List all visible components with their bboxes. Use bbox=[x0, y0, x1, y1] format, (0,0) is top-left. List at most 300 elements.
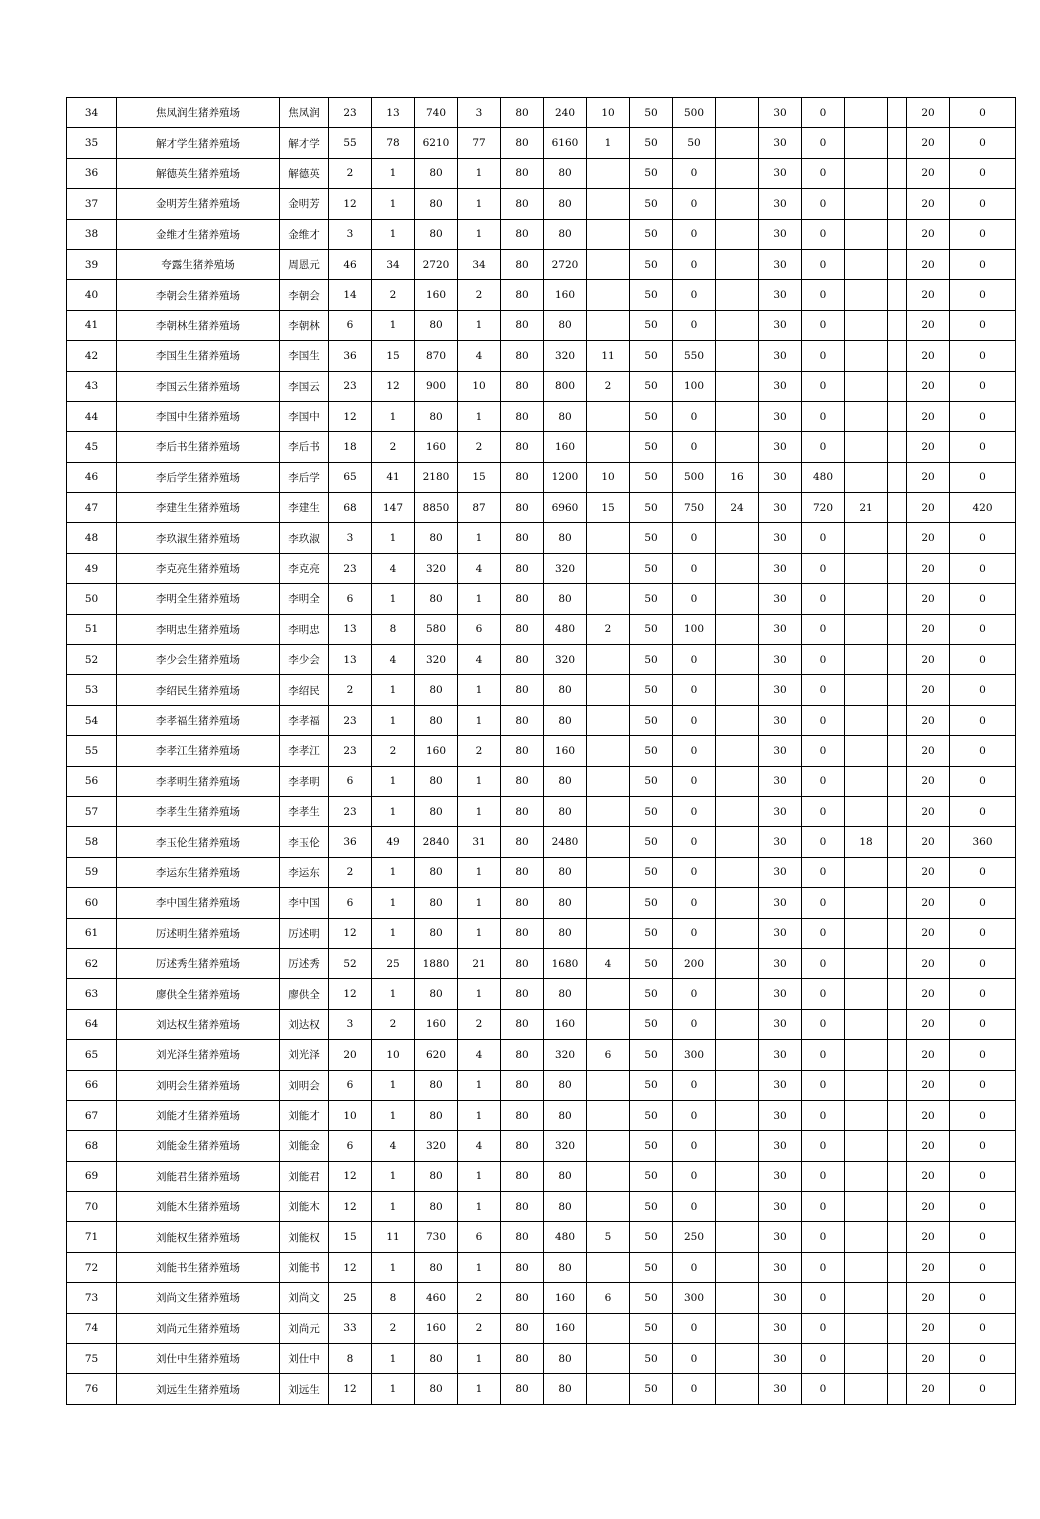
cell-c11: 30 bbox=[759, 979, 802, 1009]
cell-c12: 0 bbox=[802, 249, 845, 279]
cell-c13 bbox=[845, 98, 888, 128]
cell-c15: 20 bbox=[907, 1040, 950, 1070]
cell-c9: 0 bbox=[673, 1009, 716, 1039]
cell-c4: 21 bbox=[458, 948, 501, 978]
cell-owner: 刘远生 bbox=[280, 1374, 329, 1404]
cell-c5: 80 bbox=[501, 736, 544, 766]
cell-c11: 30 bbox=[759, 1192, 802, 1222]
cell-c6: 320 bbox=[544, 645, 587, 675]
cell-index: 35 bbox=[67, 128, 117, 158]
cell-index: 38 bbox=[67, 219, 117, 249]
cell-c3: 160 bbox=[415, 280, 458, 310]
cell-c15: 20 bbox=[907, 857, 950, 887]
cell-c1: 3 bbox=[329, 219, 372, 249]
cell-c5: 80 bbox=[501, 1161, 544, 1191]
cell-owner: 李朝会 bbox=[280, 280, 329, 310]
cell-c11: 30 bbox=[759, 189, 802, 219]
cell-c15: 20 bbox=[907, 493, 950, 523]
cell-c4: 1 bbox=[458, 1192, 501, 1222]
cell-c13 bbox=[845, 310, 888, 340]
cell-c13 bbox=[845, 1070, 888, 1100]
cell-c14 bbox=[888, 948, 907, 978]
cell-c3: 320 bbox=[415, 553, 458, 583]
cell-c4: 4 bbox=[458, 645, 501, 675]
cell-c15: 20 bbox=[907, 675, 950, 705]
cell-c14 bbox=[888, 857, 907, 887]
cell-c8: 50 bbox=[630, 493, 673, 523]
cell-c4: 2 bbox=[458, 432, 501, 462]
cell-c9: 100 bbox=[673, 371, 716, 401]
table-row bbox=[67, 1283, 1016, 1313]
cell-c9: 200 bbox=[673, 948, 716, 978]
cell-c14 bbox=[888, 888, 907, 918]
table-row bbox=[67, 645, 1016, 675]
cell-c7 bbox=[587, 189, 630, 219]
cell-c9: 0 bbox=[673, 1131, 716, 1161]
table-row bbox=[67, 1040, 1016, 1070]
cell-c16: 0 bbox=[950, 523, 1016, 553]
cell-c12: 0 bbox=[802, 341, 845, 371]
cell-c3: 2840 bbox=[415, 827, 458, 857]
cell-c4: 1 bbox=[458, 158, 501, 188]
cell-c9: 0 bbox=[673, 189, 716, 219]
cell-index: 74 bbox=[67, 1313, 117, 1343]
cell-c13: 18 bbox=[845, 827, 888, 857]
cell-c16: 0 bbox=[950, 98, 1016, 128]
cell-c15: 20 bbox=[907, 462, 950, 492]
cell-c9: 0 bbox=[673, 827, 716, 857]
cell-c2: 10 bbox=[372, 1040, 415, 1070]
cell-c2: 41 bbox=[372, 462, 415, 492]
cell-c7 bbox=[587, 645, 630, 675]
cell-farm: 李中国生猪养殖场 bbox=[117, 888, 280, 918]
cell-owner: 刘能书 bbox=[280, 1252, 329, 1282]
cell-c8: 50 bbox=[630, 1131, 673, 1161]
cell-c13 bbox=[845, 1344, 888, 1374]
cell-c7 bbox=[587, 584, 630, 614]
cell-c8: 50 bbox=[630, 158, 673, 188]
cell-c7 bbox=[587, 523, 630, 553]
cell-c8: 50 bbox=[630, 645, 673, 675]
cell-c11: 30 bbox=[759, 645, 802, 675]
cell-c3: 80 bbox=[415, 675, 458, 705]
cell-c11: 30 bbox=[759, 98, 802, 128]
cell-c7 bbox=[587, 979, 630, 1009]
cell-index: 43 bbox=[67, 371, 117, 401]
cell-c10 bbox=[716, 1252, 759, 1282]
cell-c6: 80 bbox=[544, 857, 587, 887]
cell-c12: 0 bbox=[802, 280, 845, 310]
cell-index: 70 bbox=[67, 1192, 117, 1222]
cell-c9: 500 bbox=[673, 462, 716, 492]
cell-c9: 0 bbox=[673, 432, 716, 462]
cell-c7: 5 bbox=[587, 1222, 630, 1252]
cell-c4: 4 bbox=[458, 1131, 501, 1161]
cell-c14 bbox=[888, 796, 907, 826]
cell-c12: 0 bbox=[802, 401, 845, 431]
cell-farm: 刘能权生猪养殖场 bbox=[117, 1222, 280, 1252]
cell-c2: 1 bbox=[372, 523, 415, 553]
cell-c1: 12 bbox=[329, 189, 372, 219]
cell-c2: 1 bbox=[372, 766, 415, 796]
cell-c16: 0 bbox=[950, 675, 1016, 705]
cell-c8: 50 bbox=[630, 401, 673, 431]
cell-c7 bbox=[587, 1344, 630, 1374]
cell-c6: 80 bbox=[544, 219, 587, 249]
cell-c10 bbox=[716, 614, 759, 644]
cell-c3: 620 bbox=[415, 1040, 458, 1070]
cell-c8: 50 bbox=[630, 280, 673, 310]
cell-c1: 23 bbox=[329, 796, 372, 826]
cell-c16: 0 bbox=[950, 979, 1016, 1009]
cell-index: 68 bbox=[67, 1131, 117, 1161]
table-row bbox=[67, 796, 1016, 826]
cell-c11: 30 bbox=[759, 614, 802, 644]
cell-c5: 80 bbox=[501, 158, 544, 188]
cell-owner: 李建生 bbox=[280, 493, 329, 523]
cell-c4: 77 bbox=[458, 128, 501, 158]
cell-c16: 0 bbox=[950, 1070, 1016, 1100]
cell-c2: 1 bbox=[372, 1252, 415, 1282]
cell-c7 bbox=[587, 158, 630, 188]
cell-c1: 12 bbox=[329, 401, 372, 431]
cell-c8: 50 bbox=[630, 1161, 673, 1191]
cell-c11: 30 bbox=[759, 371, 802, 401]
cell-c13 bbox=[845, 857, 888, 887]
cell-index: 36 bbox=[67, 158, 117, 188]
cell-farm: 刘远生生猪养殖场 bbox=[117, 1374, 280, 1404]
cell-c7 bbox=[587, 1070, 630, 1100]
cell-c9: 0 bbox=[673, 158, 716, 188]
cell-c15: 20 bbox=[907, 523, 950, 553]
cell-c13 bbox=[845, 1131, 888, 1161]
cell-c8: 50 bbox=[630, 614, 673, 644]
cell-c8: 50 bbox=[630, 705, 673, 735]
cell-c12: 0 bbox=[802, 1252, 845, 1282]
cell-c5: 80 bbox=[501, 948, 544, 978]
cell-c5: 80 bbox=[501, 827, 544, 857]
cell-c9: 0 bbox=[673, 1252, 716, 1282]
cell-c2: 8 bbox=[372, 614, 415, 644]
cell-owner: 解德英 bbox=[280, 158, 329, 188]
cell-c12: 0 bbox=[802, 1222, 845, 1252]
cell-c3: 80 bbox=[415, 1070, 458, 1100]
cell-c7 bbox=[587, 827, 630, 857]
cell-c8: 50 bbox=[630, 249, 673, 279]
cell-c6: 80 bbox=[544, 1344, 587, 1374]
cell-c15: 20 bbox=[907, 158, 950, 188]
cell-c14 bbox=[888, 1070, 907, 1100]
cell-c4: 4 bbox=[458, 1040, 501, 1070]
cell-c1: 12 bbox=[329, 1374, 372, 1404]
cell-c7: 2 bbox=[587, 614, 630, 644]
cell-c1: 6 bbox=[329, 310, 372, 340]
cell-c4: 1 bbox=[458, 675, 501, 705]
cell-c10 bbox=[716, 796, 759, 826]
cell-index: 40 bbox=[67, 280, 117, 310]
cell-c13 bbox=[845, 280, 888, 310]
cell-farm: 解德英生猪养殖场 bbox=[117, 158, 280, 188]
cell-c2: 4 bbox=[372, 553, 415, 583]
cell-c14 bbox=[888, 249, 907, 279]
table-row bbox=[67, 249, 1016, 279]
cell-c5: 80 bbox=[501, 401, 544, 431]
cell-c13 bbox=[845, 1100, 888, 1130]
cell-c3: 80 bbox=[415, 1344, 458, 1374]
cell-c14 bbox=[888, 1192, 907, 1222]
cell-c12: 720 bbox=[802, 493, 845, 523]
cell-c2: 1 bbox=[372, 705, 415, 735]
table-row bbox=[67, 523, 1016, 553]
cell-c5: 80 bbox=[501, 493, 544, 523]
cell-c4: 1 bbox=[458, 219, 501, 249]
cell-c6: 80 bbox=[544, 584, 587, 614]
cell-c9: 300 bbox=[673, 1040, 716, 1070]
cell-c6: 160 bbox=[544, 1313, 587, 1343]
cell-c3: 160 bbox=[415, 432, 458, 462]
cell-farm: 厉述明生猪养殖场 bbox=[117, 918, 280, 948]
cell-c13 bbox=[845, 219, 888, 249]
cell-c8: 50 bbox=[630, 1374, 673, 1404]
cell-c1: 12 bbox=[329, 1192, 372, 1222]
cell-c16: 0 bbox=[950, 189, 1016, 219]
cell-c16: 0 bbox=[950, 371, 1016, 401]
cell-index: 63 bbox=[67, 979, 117, 1009]
cell-c10 bbox=[716, 736, 759, 766]
cell-c9: 0 bbox=[673, 1374, 716, 1404]
cell-c16: 0 bbox=[950, 432, 1016, 462]
cell-index: 66 bbox=[67, 1070, 117, 1100]
cell-c5: 80 bbox=[501, 888, 544, 918]
cell-c16: 0 bbox=[950, 310, 1016, 340]
cell-c5: 80 bbox=[501, 1252, 544, 1282]
cell-c6: 80 bbox=[544, 1192, 587, 1222]
cell-c13 bbox=[845, 705, 888, 735]
cell-c10 bbox=[716, 1222, 759, 1252]
cell-c13 bbox=[845, 614, 888, 644]
cell-index: 55 bbox=[67, 736, 117, 766]
cell-c14 bbox=[888, 1283, 907, 1313]
cell-c2: 2 bbox=[372, 1313, 415, 1343]
cell-farm: 李绍民生猪养殖场 bbox=[117, 675, 280, 705]
cell-c14 bbox=[888, 128, 907, 158]
cell-c10 bbox=[716, 1131, 759, 1161]
cell-c1: 2 bbox=[329, 675, 372, 705]
cell-farm: 李克亮生猪养殖场 bbox=[117, 553, 280, 583]
cell-c12: 0 bbox=[802, 1161, 845, 1191]
cell-c6: 80 bbox=[544, 310, 587, 340]
cell-c6: 80 bbox=[544, 796, 587, 826]
cell-c14 bbox=[888, 280, 907, 310]
cell-c3: 80 bbox=[415, 918, 458, 948]
cell-c13 bbox=[845, 766, 888, 796]
cell-c10 bbox=[716, 918, 759, 948]
cell-c15: 20 bbox=[907, 249, 950, 279]
cell-c3: 160 bbox=[415, 1313, 458, 1343]
cell-c15: 20 bbox=[907, 432, 950, 462]
cell-c3: 80 bbox=[415, 523, 458, 553]
cell-c11: 30 bbox=[759, 1100, 802, 1130]
cell-owner: 李后书 bbox=[280, 432, 329, 462]
cell-c1: 6 bbox=[329, 888, 372, 918]
cell-c3: 740 bbox=[415, 98, 458, 128]
cell-c5: 80 bbox=[501, 705, 544, 735]
cell-c13 bbox=[845, 918, 888, 948]
cell-c1: 23 bbox=[329, 553, 372, 583]
cell-c7 bbox=[587, 401, 630, 431]
cell-c16: 0 bbox=[950, 249, 1016, 279]
cell-c13 bbox=[845, 584, 888, 614]
cell-c15: 20 bbox=[907, 979, 950, 1009]
cell-c5: 80 bbox=[501, 766, 544, 796]
cell-c8: 50 bbox=[630, 948, 673, 978]
cell-c6: 80 bbox=[544, 158, 587, 188]
cell-c4: 1 bbox=[458, 857, 501, 887]
cell-farm: 李朝林生猪养殖场 bbox=[117, 310, 280, 340]
cell-c8: 50 bbox=[630, 918, 673, 948]
cell-index: 73 bbox=[67, 1283, 117, 1313]
cell-c7 bbox=[587, 705, 630, 735]
cell-index: 53 bbox=[67, 675, 117, 705]
cell-c5: 80 bbox=[501, 371, 544, 401]
cell-c16: 0 bbox=[950, 918, 1016, 948]
cell-c16: 0 bbox=[950, 1283, 1016, 1313]
cell-c3: 580 bbox=[415, 614, 458, 644]
cell-c7 bbox=[587, 857, 630, 887]
cell-c8: 50 bbox=[630, 553, 673, 583]
cell-c7: 11 bbox=[587, 341, 630, 371]
cell-farm: 刘能金生猪养殖场 bbox=[117, 1131, 280, 1161]
cell-c11: 30 bbox=[759, 1222, 802, 1252]
cell-c14 bbox=[888, 1344, 907, 1374]
cell-c12: 0 bbox=[802, 553, 845, 583]
cell-c2: 2 bbox=[372, 736, 415, 766]
cell-c16: 0 bbox=[950, 1100, 1016, 1130]
cell-c15: 20 bbox=[907, 918, 950, 948]
cell-c7 bbox=[587, 310, 630, 340]
cell-index: 65 bbox=[67, 1040, 117, 1070]
cell-c10: 24 bbox=[716, 493, 759, 523]
cell-c3: 80 bbox=[415, 158, 458, 188]
cell-c3: 870 bbox=[415, 341, 458, 371]
cell-c11: 30 bbox=[759, 462, 802, 492]
cell-c9: 0 bbox=[673, 979, 716, 1009]
cell-c11: 30 bbox=[759, 705, 802, 735]
cell-owner: 金明芳 bbox=[280, 189, 329, 219]
cell-c6: 6960 bbox=[544, 493, 587, 523]
cell-c2: 1 bbox=[372, 979, 415, 1009]
cell-farm: 解才学生猪养殖场 bbox=[117, 128, 280, 158]
cell-c11: 30 bbox=[759, 766, 802, 796]
cell-c14 bbox=[888, 1009, 907, 1039]
cell-c3: 900 bbox=[415, 371, 458, 401]
cell-c10 bbox=[716, 584, 759, 614]
cell-c16: 0 bbox=[950, 1313, 1016, 1343]
cell-c13 bbox=[845, 1009, 888, 1039]
cell-owner: 刘能君 bbox=[280, 1161, 329, 1191]
table-row bbox=[67, 401, 1016, 431]
cell-farm: 李运东生猪养殖场 bbox=[117, 857, 280, 887]
cell-c12: 0 bbox=[802, 705, 845, 735]
cell-c10 bbox=[716, 158, 759, 188]
cell-c9: 0 bbox=[673, 1070, 716, 1100]
cell-c10 bbox=[716, 98, 759, 128]
cell-farm: 李明全生猪养殖场 bbox=[117, 584, 280, 614]
cell-c8: 50 bbox=[630, 189, 673, 219]
cell-c6: 80 bbox=[544, 401, 587, 431]
cell-c4: 1 bbox=[458, 189, 501, 219]
cell-c13 bbox=[845, 158, 888, 188]
cell-c12: 0 bbox=[802, 1344, 845, 1374]
cell-c2: 1 bbox=[372, 675, 415, 705]
cell-c12: 0 bbox=[802, 584, 845, 614]
cell-c15: 20 bbox=[907, 645, 950, 675]
cell-c13 bbox=[845, 249, 888, 279]
cell-c16: 0 bbox=[950, 857, 1016, 887]
cell-c12: 0 bbox=[802, 219, 845, 249]
table-row bbox=[67, 310, 1016, 340]
cell-c16: 0 bbox=[950, 1131, 1016, 1161]
cell-c12: 480 bbox=[802, 462, 845, 492]
cell-owner: 刘尚元 bbox=[280, 1313, 329, 1343]
cell-c4: 87 bbox=[458, 493, 501, 523]
cell-c6: 160 bbox=[544, 280, 587, 310]
cell-c6: 800 bbox=[544, 371, 587, 401]
cell-c3: 80 bbox=[415, 219, 458, 249]
cell-c14 bbox=[888, 219, 907, 249]
cell-c1: 2 bbox=[329, 857, 372, 887]
cell-index: 39 bbox=[67, 249, 117, 279]
cell-c3: 460 bbox=[415, 1283, 458, 1313]
cell-c14 bbox=[888, 1040, 907, 1070]
cell-c9: 0 bbox=[673, 401, 716, 431]
cell-c5: 80 bbox=[501, 1222, 544, 1252]
cell-farm: 金明芳生猪养殖场 bbox=[117, 189, 280, 219]
table-row bbox=[67, 462, 1016, 492]
cell-c11: 30 bbox=[759, 128, 802, 158]
cell-c5: 80 bbox=[501, 1070, 544, 1100]
cell-c15: 20 bbox=[907, 1283, 950, 1313]
cell-c15: 20 bbox=[907, 128, 950, 158]
cell-c10 bbox=[716, 1070, 759, 1100]
cell-c7: 15 bbox=[587, 493, 630, 523]
cell-c11: 30 bbox=[759, 796, 802, 826]
cell-c10 bbox=[716, 128, 759, 158]
cell-c5: 80 bbox=[501, 280, 544, 310]
cell-index: 49 bbox=[67, 553, 117, 583]
cell-farm: 李明忠生猪养殖场 bbox=[117, 614, 280, 644]
cell-c13 bbox=[845, 1192, 888, 1222]
cell-owner: 李朝林 bbox=[280, 310, 329, 340]
cell-c8: 50 bbox=[630, 1283, 673, 1313]
cell-c12: 0 bbox=[802, 523, 845, 553]
cell-c5: 80 bbox=[501, 219, 544, 249]
cell-c8: 50 bbox=[630, 675, 673, 705]
cell-owner: 李国中 bbox=[280, 401, 329, 431]
cell-c15: 20 bbox=[907, 888, 950, 918]
cell-c5: 80 bbox=[501, 249, 544, 279]
table-body bbox=[67, 98, 1016, 1405]
cell-c13 bbox=[845, 888, 888, 918]
cell-c1: 12 bbox=[329, 1252, 372, 1282]
cell-c16: 0 bbox=[950, 1192, 1016, 1222]
cell-c3: 80 bbox=[415, 189, 458, 219]
cell-c9: 0 bbox=[673, 766, 716, 796]
cell-c9: 0 bbox=[673, 736, 716, 766]
cell-c15: 20 bbox=[907, 1009, 950, 1039]
cell-c8: 50 bbox=[630, 1009, 673, 1039]
cell-c12: 0 bbox=[802, 675, 845, 705]
